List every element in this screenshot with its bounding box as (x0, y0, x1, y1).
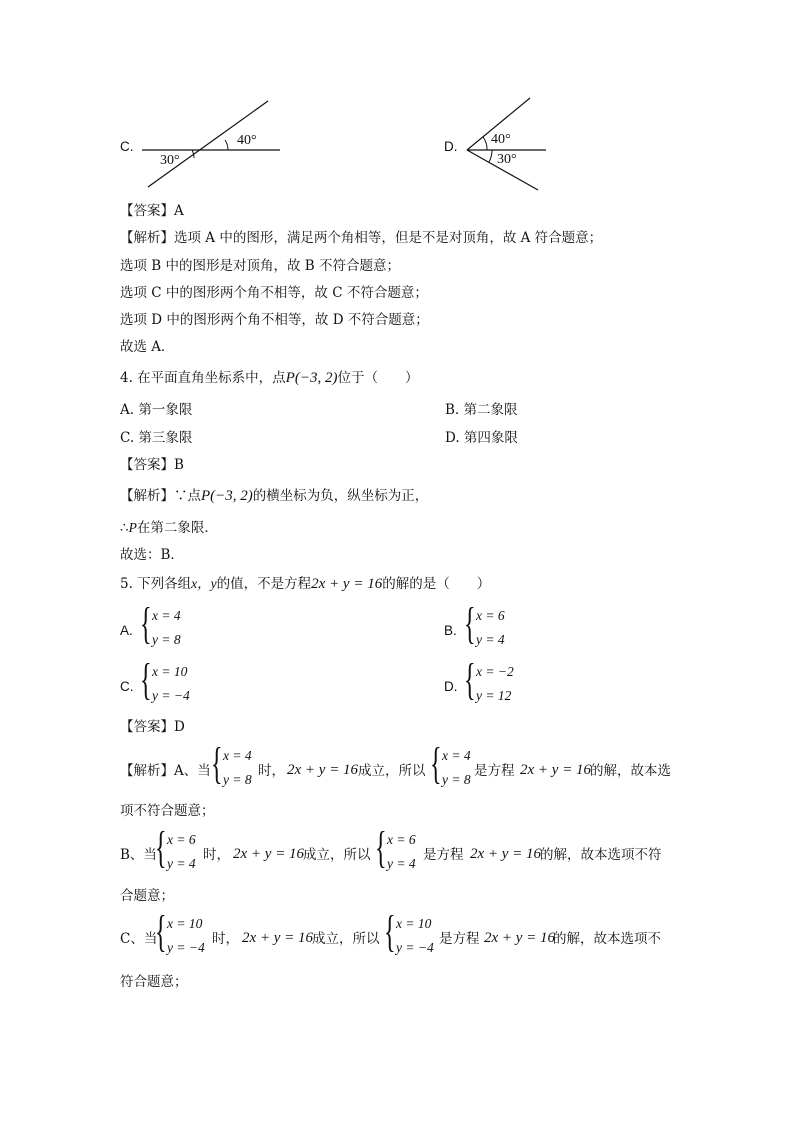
q5-stem-tail: 的解的是（ ） (382, 576, 491, 592)
eq-x: x = −2 (476, 664, 514, 679)
q4-stem-tail: 位于（ ） (337, 370, 419, 386)
q5-option-c-system (140, 655, 210, 706)
q3-analysis-2: 选项 B 中的图形是对顶角，故 B 不符合题意； (120, 258, 401, 274)
q5-stem-mid: 的值，不是方程 (216, 576, 312, 592)
q5-option-a-system (140, 599, 200, 650)
q4-analysis-text: 【解析】∵点 (120, 488, 201, 504)
eq-x: x = 6 (387, 832, 416, 847)
q5-equation: 2x + y = 16 (311, 576, 383, 592)
eq-x: x = 10 (152, 664, 188, 679)
q4-therefore-p: P (128, 520, 137, 535)
eq-x: x = 6 (476, 608, 505, 623)
brace-icon: { (155, 907, 167, 956)
analysis-c-holds: 成立，所以 (312, 931, 380, 947)
q5-answer: 【答案】D (120, 719, 185, 735)
eq-y: y = 12 (476, 688, 512, 703)
q3-answer: 【答案】A (120, 203, 184, 219)
q5-option-d-system (464, 655, 534, 706)
q3-conclusion: 故选 A． (120, 339, 175, 355)
brace-icon: { (211, 739, 223, 788)
analysis-a-wrap: 项不符合题意； (120, 803, 215, 819)
angle-arc-40 (225, 140, 228, 150)
analysis-a-is-solution: 是方程 (474, 763, 515, 779)
eq-x: x = 10 (167, 916, 203, 931)
option-d-label: D. (444, 139, 458, 154)
brace-icon: { (155, 823, 167, 872)
analysis-c-system-2 (384, 907, 444, 958)
q4-option-b: B. 第二象限 (445, 402, 518, 418)
option-c-diagram (140, 96, 290, 192)
q4-point: P(−3, 2) (285, 370, 338, 386)
q3-analysis-4: 选项 D 中的图形两个角不相等，故 D 不符合题意； (120, 312, 429, 328)
analysis-b-prefix: B、当 (120, 847, 157, 863)
analysis-c-prefix: C、当 (120, 931, 158, 947)
analysis-c-suffix: 的解，故本选项不 (553, 931, 661, 947)
brace-icon: { (464, 599, 476, 648)
eq-x: x = 6 (167, 832, 196, 847)
analysis-b-wrap: 合题意； (120, 888, 174, 904)
analysis-c-equation: 2x + y = 16 (242, 930, 314, 946)
q5-stem-vars: x，y (191, 576, 217, 591)
eq-y: y = −4 (167, 940, 205, 955)
analysis-a-when: 时， (258, 763, 285, 779)
eq-y: y = −4 (396, 940, 434, 955)
analysis-a-equation: 2x + y = 16 (287, 762, 359, 778)
q5-option-b-label: B. (444, 623, 457, 638)
q5-option-a-label: A. (120, 623, 133, 638)
eq-y: y = 8 (223, 772, 252, 787)
option-c-angle-40: 40° (237, 133, 257, 148)
q3-analysis-1: 【解析】选项 A 中的图形，满足两个角相等，但是不是对顶角，故 A 符合题意； (120, 230, 603, 246)
eq-x: x = 4 (442, 748, 471, 763)
q4-stem-text: 4. 在平面直角坐标系中，点 (120, 370, 286, 386)
brace-icon: { (375, 823, 387, 872)
q5-option-d-label: D. (444, 679, 458, 694)
angle-arc-30 (489, 150, 492, 162)
q4-analysis-point: P(−3, 2) (201, 488, 253, 504)
q5-stem-text: 5. 下列各组 (120, 576, 192, 592)
brace-icon: { (384, 907, 396, 956)
analysis-b-equation-2: 2x + y = 16 (470, 846, 542, 862)
q5-option-b-system (464, 599, 524, 650)
q4-answer: 【答案】B (120, 457, 184, 473)
q4-option-d: D. 第四象限 (445, 430, 518, 446)
analysis-a-suffix: 的解，故本选 (590, 763, 671, 779)
q4-option-a: A. 第一象限 (120, 402, 193, 418)
eq-y: y = 4 (167, 856, 196, 871)
brace-icon: { (140, 599, 152, 648)
analysis-a-system-2 (430, 739, 480, 790)
eq-y: y = 4 (387, 856, 416, 871)
eq-y: y = 4 (476, 632, 505, 647)
eq-y: y = 8 (152, 632, 181, 647)
analysis-c-system-1 (155, 907, 215, 958)
q5-stem (120, 575, 490, 593)
angle-arc-30 (192, 150, 194, 158)
analysis-b-suffix: 的解，故本选项不符 (540, 847, 662, 863)
analysis-a-system-1 (211, 739, 261, 790)
q4-analysis-tail: 的横坐标为负，纵坐标为正， (252, 488, 429, 504)
analysis-b-equation: 2x + y = 16 (233, 846, 305, 862)
eq-y: y = 8 (442, 772, 471, 787)
therefore-symbol: ∴ (120, 520, 129, 536)
analysis-c-when: 时， (212, 931, 239, 947)
angle-arc-40 (483, 137, 487, 150)
q4-analysis (120, 487, 428, 505)
brace-icon: { (430, 739, 442, 788)
eq-y: y = −4 (152, 688, 190, 703)
analysis-a-prefix: 【解析】A、当 (120, 763, 211, 779)
q4-therefore (120, 519, 218, 537)
analysis-b-is-solution: 是方程 (423, 847, 464, 863)
q3-analysis-3: 选项 C 中的图形两个角不相等，故 C 不符合题意； (120, 285, 428, 301)
option-c-angle-30: 30° (160, 153, 180, 168)
q4-option-c: C. 第三象限 (120, 430, 193, 446)
analysis-b-system-2 (375, 823, 425, 874)
analysis-b-system-1 (155, 823, 205, 874)
option-d-angle-30: 30° (497, 152, 517, 167)
analysis-b-when: 时， (203, 847, 230, 863)
option-d-angle-40: 40° (491, 132, 511, 147)
analysis-a-equation-2: 2x + y = 16 (520, 762, 592, 778)
q4-conclusion: 故选：B． (120, 547, 184, 563)
q5-option-c-label: C. (120, 679, 134, 694)
option-c-label: C. (120, 139, 134, 154)
analysis-c-wrap: 符合题意； (120, 974, 188, 990)
eq-x: x = 4 (223, 748, 252, 763)
analysis-a-holds: 成立，所以 (358, 763, 426, 779)
brace-icon: { (464, 655, 476, 704)
q4-stem (120, 369, 418, 387)
eq-x: x = 4 (152, 608, 181, 623)
brace-icon: { (140, 655, 152, 704)
analysis-b-holds: 成立，所以 (303, 847, 371, 863)
eq-x: x = 10 (396, 916, 432, 931)
q4-therefore-text: 在第二象限． (136, 520, 218, 536)
analysis-c-is-solution: 是方程 (439, 931, 480, 947)
analysis-c-equation-2: 2x + y = 16 (484, 930, 556, 946)
